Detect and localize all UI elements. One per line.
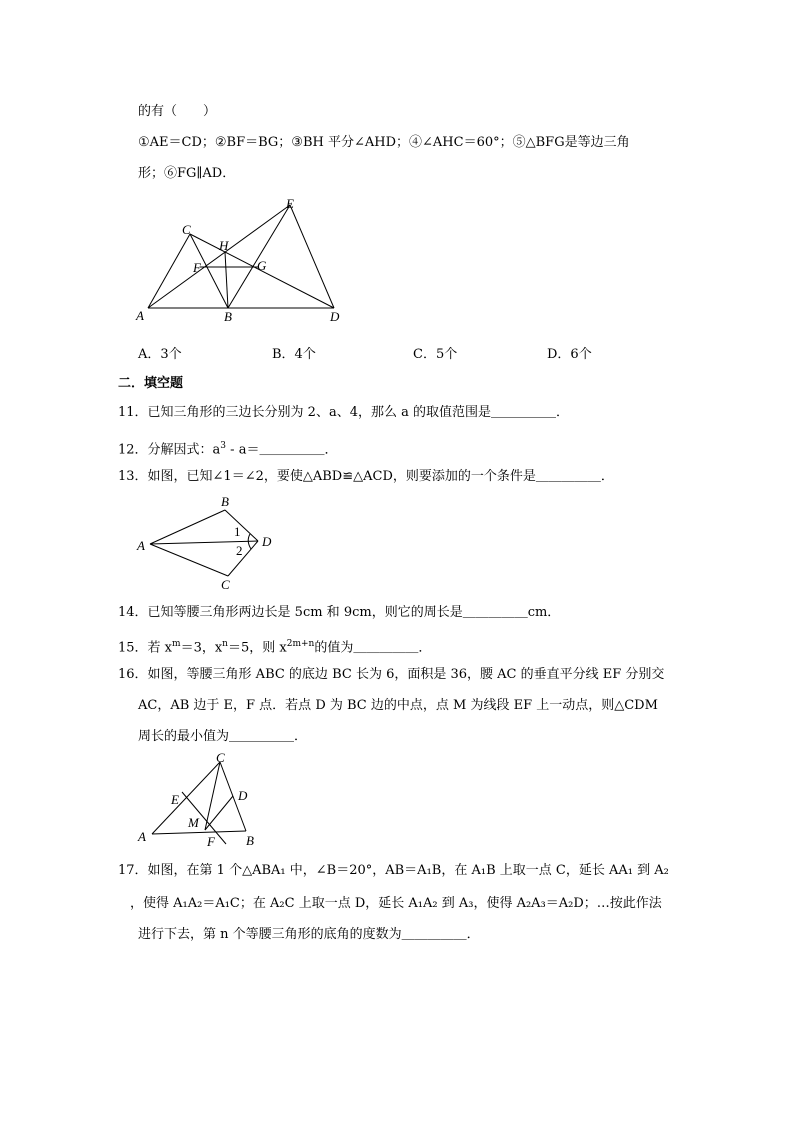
q10-label-C: C [182,222,191,237]
q17-line1: 17．如图，在第 1 个△ABA₁ 中，∠B＝20°，AB＝A₁B，在 A₁B 上取一点 C，延长 AA₁ 到 A₂ [118,863,669,878]
q16-label-A: A [138,829,146,844]
q13-label-C: C [221,577,230,592]
q16-label-F: F [207,834,215,849]
q10-label-G: G [257,258,267,273]
q16-line3: 周长的最小值为＿＿＿＿＿． [138,729,308,744]
q12-prefix: 12．分解因式：a [118,442,221,458]
q10-statements-line1: ①AE＝CD；②BF＝BG；③BH 平分∠AHD；④∠AHC＝60°；⑤△BFG是等边三角 [138,135,630,150]
q13-label-A: A [137,538,145,553]
q15-s1: m [172,639,181,649]
section-title: 二．填空题 [118,376,184,391]
q10-label-D: D [330,309,340,324]
q12-sup: 3 [220,441,227,451]
q13-figure [130,492,280,592]
q10-label-B: B [224,309,232,324]
q15-p3: ＝5，则 x [227,640,287,656]
q17-line3: 进行下去，第 n 个等腰三角形的底角的度数为＿＿＿＿＿． [138,927,480,942]
q11: 11．已知三角形的三边长分别为 2、a、4，那么 a 的取值范围是＿＿＿＿＿． [118,405,569,420]
q16-line1: 16．如图，等腰三角形 ABC 的底边 BC 长为 6，面积是 36，腰 AC 的垂直平分线 EF 分别交 [118,667,665,682]
q16-line2: AC，AB 边于 E，F 点．若点 D 为 BC 边的中点，点 M 为线段 EF 上一动点，则△CDM [138,698,658,713]
q16-label-B: B [246,833,254,848]
q13-label-D: D [262,534,272,549]
q16-figure [130,750,270,850]
q15-p2: ＝3，x [180,640,223,656]
q16-label-D: D [238,788,248,803]
q10-label-E: E [286,196,294,211]
q15-s3: 2m+n [286,639,315,649]
q17-line2: ，使得 A₁A₂＝A₁C；在 A₂C 上取一点 D，延长 A₁A₂ 到 A₃，使得 A₂A₃＝A₂D；…按此作法 [130,896,662,911]
q13-label-B: B [221,494,229,509]
q12 [118,437,337,459]
q13-label-1: 1 [234,524,241,539]
q10-option-c: C．5个 [413,347,458,362]
q10-option-a: A．3个 [138,347,182,362]
q16-label-C: C [216,750,225,765]
q15 [118,635,431,657]
q12-suffix: - a＝＿＿＿＿＿． [226,442,338,458]
q10-tail: 的有（ ） [138,104,217,119]
q16-label-E: E [171,792,179,807]
q16-label-M: M [188,815,199,830]
q15-p4: 的值为＿＿＿＿＿． [314,640,432,656]
q13-text: 13．如图，已知∠1＝∠2，要使△ABD≌△ACD，则要添加的一个条件是＿＿＿＿＿． [118,469,614,484]
q10-label-H: H [219,238,229,253]
q10-label-A: A [136,308,144,323]
q14: 14．已知等腰三角形两边长是 5cm 和 9cm，则它的周长是＿＿＿＿＿cm． [118,605,561,620]
q10-figure [130,190,360,330]
q10-label-F: F [193,260,201,275]
q10-option-d: D．6个 [547,347,592,362]
q15-p1: 15．若 x [118,640,173,656]
q10-option-b: B．4个 [272,347,316,362]
q10-statements-line2: 形；⑥FG∥AD． [138,166,236,181]
q15-s2: n [222,639,228,649]
q13-label-2: 2 [236,543,243,558]
